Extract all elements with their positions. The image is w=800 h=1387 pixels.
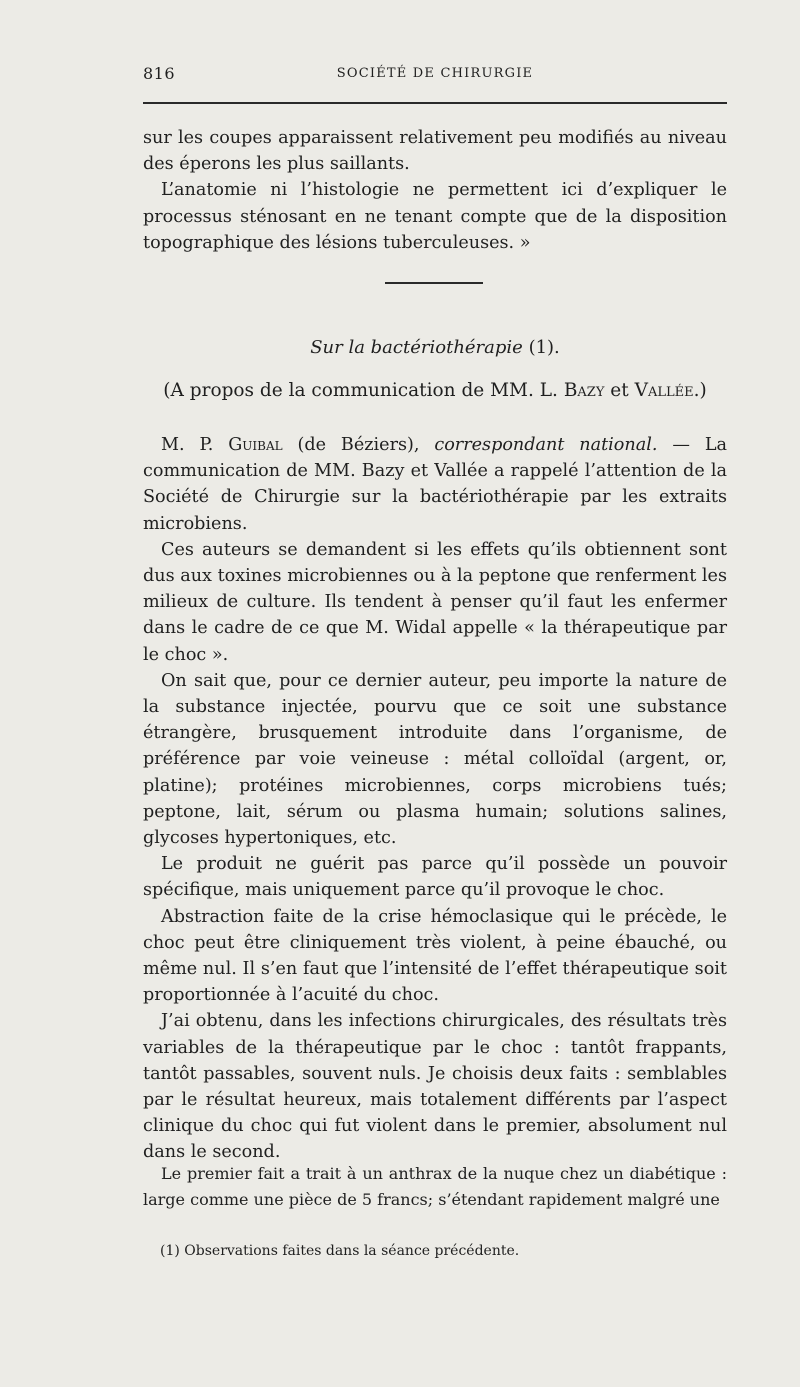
footnote: (1) Observations faites dans la séance précédente.	[160, 1243, 520, 1259]
section-title-text: Sur la bactériothérapie	[310, 337, 523, 358]
page-header	[143, 64, 727, 86]
intro-paragraph-1: sur les coupes apparaissent relativement peu modifiés au niveau des éperons les plus saillants.	[143, 128, 727, 175]
author-name: Guibal	[228, 435, 283, 455]
subtitle-name-bazy: Bazy	[563, 380, 605, 401]
body-paragraph-4: Le produit ne guérit pas parce qu’il possède un pouvoir spécifique, mais uniquement parce qu’il provoque le choc.	[143, 854, 727, 901]
page-number: 816	[143, 64, 176, 83]
author-prefix: M. P.	[161, 435, 229, 455]
section-subtitle	[143, 380, 727, 401]
intro-paragraph-2: L’anatomie ni l’histologie ne permettent ici d’expliquer le processus sténosant en ne tenant compte que de la disposition topographique des lésions tuberculeuses. »	[143, 180, 727, 253]
subtitle-mid: et	[604, 380, 635, 401]
paragraph-1-text: — La communication de MM. Bazy et Vallée a rappelé l’attention de la Société de Chirurgie sur la bactériothérapie par les extraits microbiens.	[143, 435, 727, 534]
section-title	[143, 337, 727, 358]
body-paragraph-1	[143, 432, 727, 537]
intro-block	[143, 125, 727, 256]
body-block	[143, 432, 727, 1166]
small-paragraph-1: Le premier fait a trait à un anthrax de la nuque chez un diabétique : large comme une pièce de 5 francs; s’étendant rapidement malgré une	[143, 1164, 727, 1209]
small-text-block	[143, 1161, 727, 1213]
header-rule	[143, 102, 727, 104]
body-paragraph-6: J’ai obtenu, dans les infections chirurgicales, des résultats très variables de la thérapeutique par le choc : tantôt frappants, tantôt passables, souvent nuls. Je choisis deux faits : semblables par le résultat heureux, mais totalement différents par l’aspect clinique du choc qui fut violent dans le premier, absolument nul dans le second.	[143, 1011, 727, 1163]
subtitle-name-vallee: Vallée	[634, 380, 694, 401]
running-title: SOCIÉTÉ DE CHIRURGIE	[336, 66, 534, 81]
author-role: correspondant national.	[434, 435, 658, 455]
body-paragraph-5: Abstraction faite de la crise hémoclasique qui le précède, le choc peut être cliniquement très violent, à peine ébauché, ou même nul. Il s’en faut que l’intensité de l’effet thérapeutique soit proportionnée à l’acuité du choc.	[143, 906, 727, 1006]
subtitle-suffix: .)	[693, 380, 707, 401]
author-place: (de Béziers),	[282, 435, 435, 455]
subtitle-prefix: (A propos de la communication de MM. L.	[163, 380, 564, 401]
section-title-note: (1).	[528, 337, 560, 358]
section-separator	[385, 282, 483, 284]
body-paragraph-3: On sait que, pour ce dernier auteur, peu importe la nature de la substance injectée, pourvu que ce soit une substance étrangère, brusquement introduite dans l’organisme, de préférence par voie veineuse : métal colloïdal (argent, or, platine); protéines microbiennes, corps microbiens tués; peptone, lait, sérum ou plasma humain; solutions salines, glycoses hypertoniques, etc.	[143, 670, 727, 849]
body-paragraph-2: Ces auteurs se demandent si les effets qu’ils obtiennent sont dus aux toxines microbiennes ou à la peptone que renferment les milieux de culture. Ils tendent à penser qu’il faut les enfermer dans le cadre de ce que M. Widal appelle « la thérapeutique par le choc ».	[143, 539, 727, 665]
